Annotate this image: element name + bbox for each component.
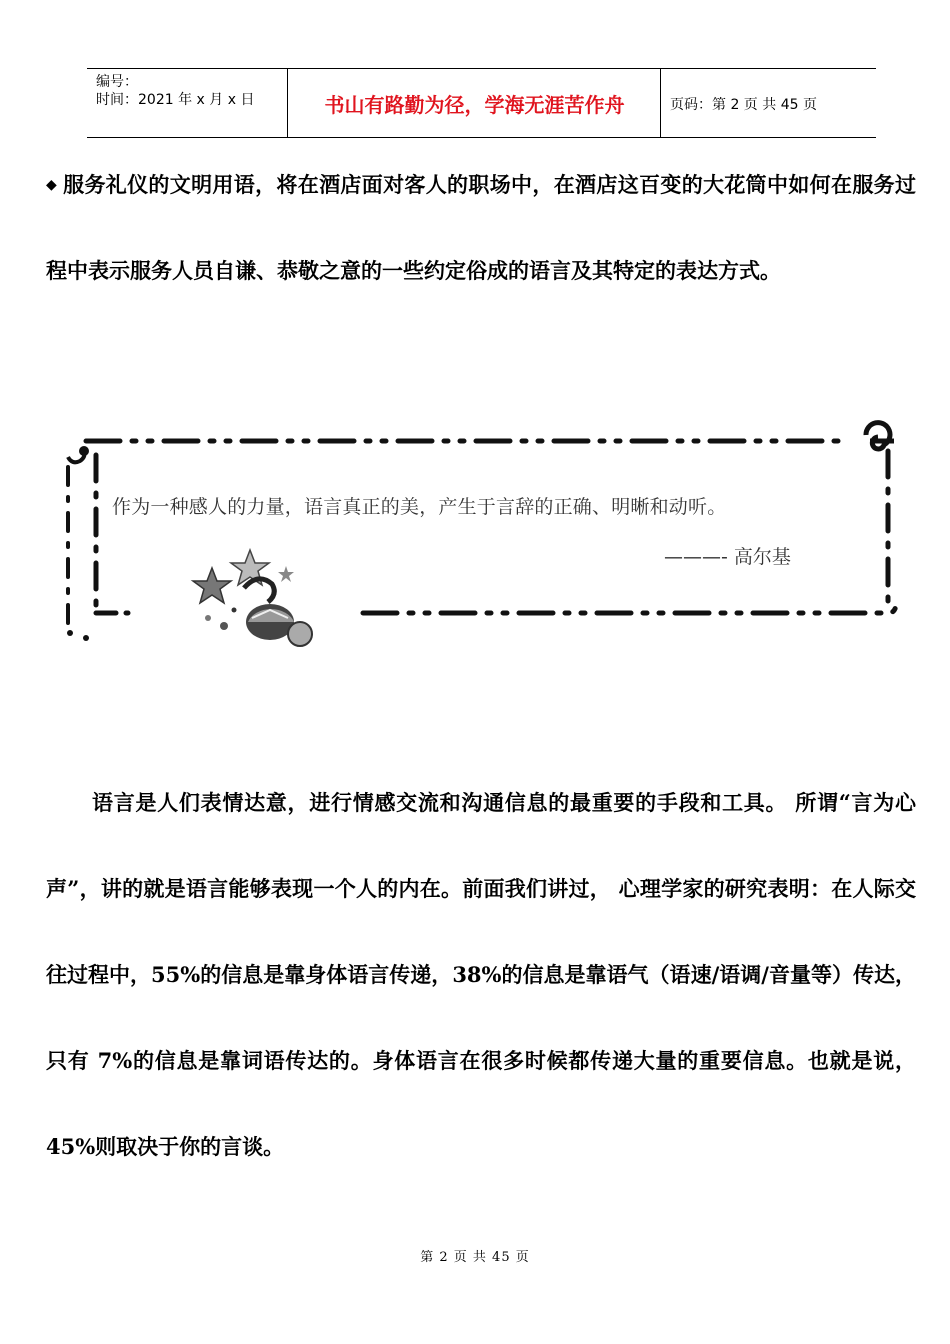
frame-bottom-edge [363,603,896,613]
bullet-icon: ◆ [46,177,58,193]
spiral-icon [866,423,894,449]
header-meta [96,73,254,109]
header-time: 时间：2021 年 x 月 x 日 [96,92,255,108]
quote-text: 作为一种感人的力量，语言真正的美，产生于言辞的正确、明晰和动听。 [112,496,727,518]
quote-author: ———- 高尔基 [664,546,791,568]
frame-dot [83,635,89,641]
body-paragraph: 语言是人们表情达意，进行情感交流和沟通信息的最重要的手段和工具。 所谓“言为心声”，讲的就是语言能够表现一个人的内在。前面我们讲过， 心理学家的研究表明：在人际交往过程中，55%的信息是靠身体语言传递，38%的信息是靠语气（语速/语调/音量等）传达，只有 7%的信息是靠词语传达的。身体语言在很多时候都传递大量的重要信息。也就是说，45%则取决于你的言谈。 [46,790,916,1159]
intro-text: 服务礼仪的文明用语，将在酒店面对客人的职场中，在酒店这百变的大花筒中如何在服务过程中表示服务人员自谦、恭敬之意的一些约定俗成的语言及其特定的表达方式。 [46,172,916,283]
header-number: 编号： [96,74,138,90]
frame-dot [67,630,73,636]
corner-curl-icon [68,448,87,462]
header-motto: 书山有路勤为径，学海无涯苦作舟 [324,92,625,117]
intro-paragraph [46,142,916,314]
stars-balloons-icon [178,548,318,648]
header-page-info: 页码：第 2 页 共 45 页 [670,97,817,113]
page-header [87,68,876,138]
page-footer: 第 2 页 共 45 页 [420,1250,530,1265]
